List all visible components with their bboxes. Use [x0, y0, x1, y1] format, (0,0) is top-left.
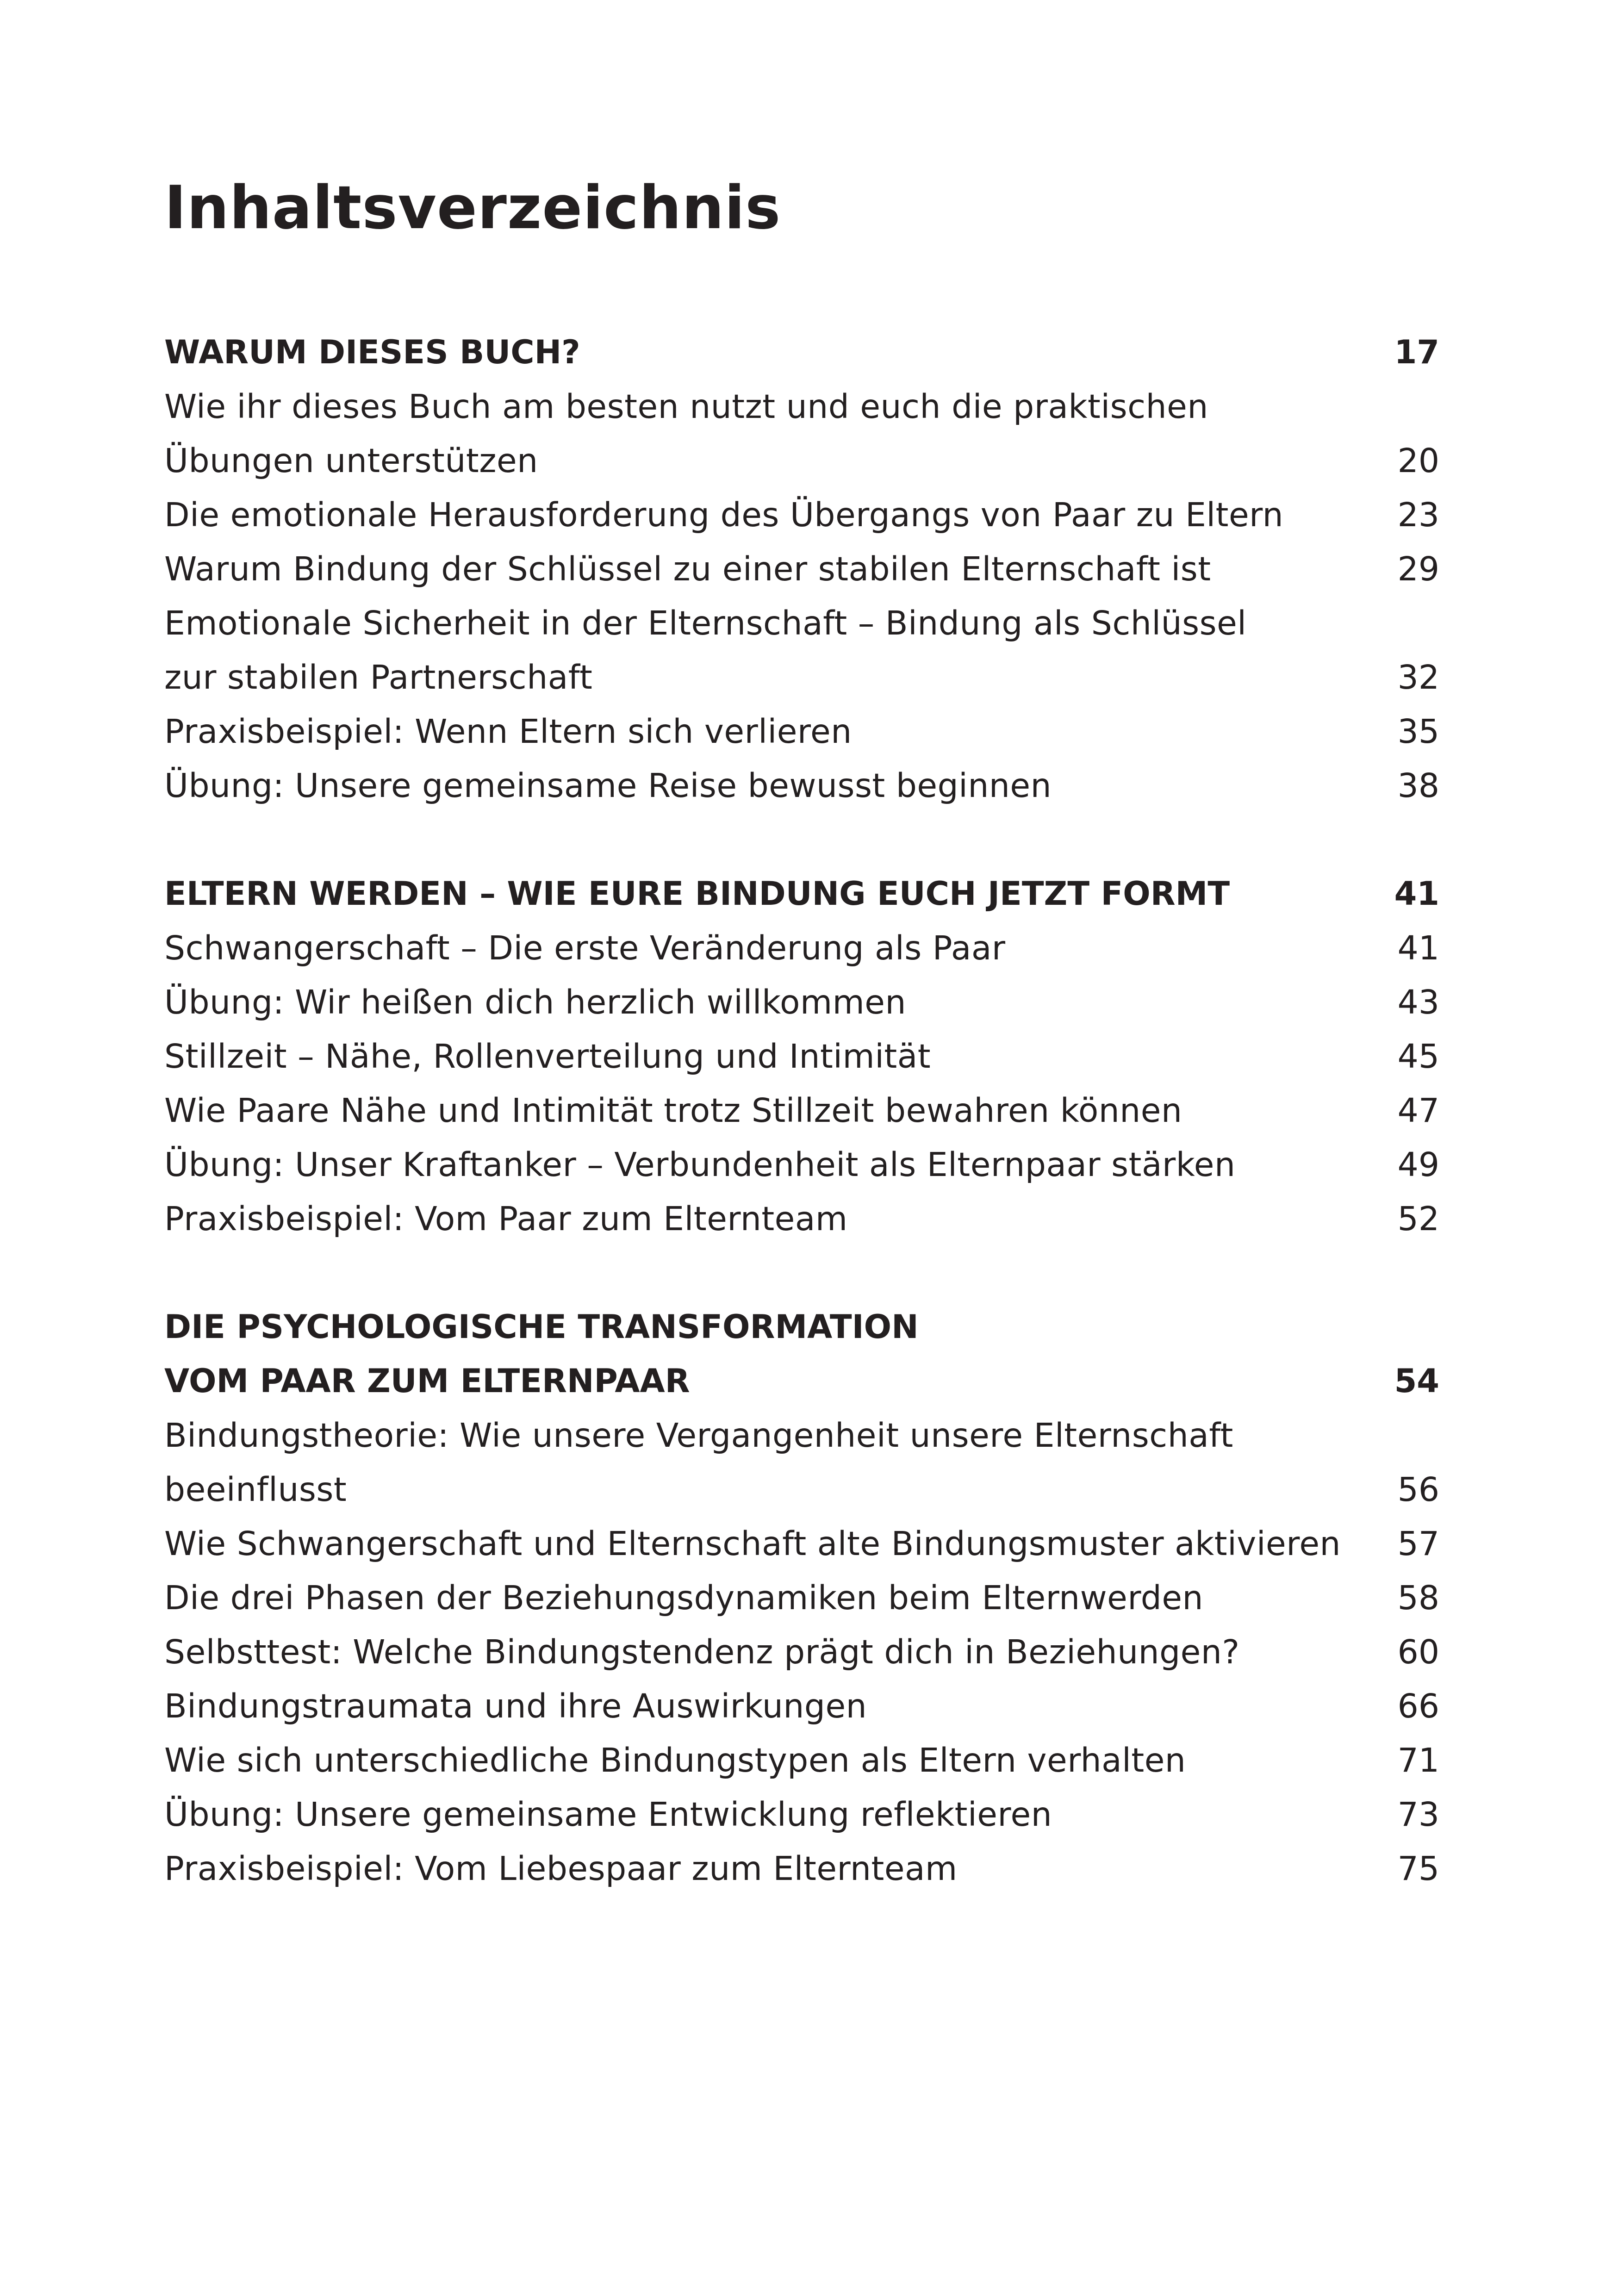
toc-entry	[164, 1625, 1439, 1679]
toc-entry	[164, 1408, 1439, 1462]
entry-title: Übung: Wir heißen dich herzlich willkommen	[164, 983, 906, 1021]
toc-entry	[164, 380, 1439, 434]
entry-page-number: 58	[1397, 1579, 1439, 1617]
section-heading-text: DIE PSYCHOLOGISCHE TRANSFORMATION	[164, 1308, 919, 1346]
entry-page-number: 47	[1397, 1091, 1439, 1130]
entry-title: Übung: Unsere gemeinsame Reise bewusst beginnen	[164, 766, 1052, 805]
entry-page-number: 45	[1397, 1037, 1439, 1076]
entry-page-number: 66	[1397, 1687, 1439, 1725]
section-page-number: 17	[1394, 333, 1439, 371]
toc-entry	[164, 921, 1439, 975]
entry-title: Wie sich unterschiedliche Bindungstypen als Eltern verhalten	[164, 1741, 1186, 1780]
section-heading-text: ELTERN WERDEN – WIE EURE BINDUNG EUCH JETZT FORMT	[164, 875, 1230, 913]
entry-title: Wie ihr dieses Buch am besten nutzt und euch die praktischen	[164, 387, 1208, 426]
entry-page-number: 35	[1397, 712, 1439, 751]
toc-entry	[164, 1787, 1439, 1842]
entry-page-number: 32	[1397, 658, 1439, 697]
toc-entry	[164, 488, 1439, 542]
entry-title: Die drei Phasen der Beziehungsdynamiken beim Elternwerden	[164, 1579, 1204, 1617]
entry-title: zur stabilen Partnerschaft	[164, 658, 593, 697]
section-heading-text: VOM PAAR ZUM ELTERNPAAR	[164, 1362, 690, 1400]
page-title: Inhaltsverzeichnis	[164, 174, 781, 243]
section-heading	[164, 867, 1439, 921]
entry-title: Bindungstraumata und ihre Auswirkungen	[164, 1687, 867, 1725]
section-page-number: 41	[1394, 875, 1439, 913]
entry-title: Praxisbeispiel: Wenn Eltern sich verlieren	[164, 712, 852, 751]
toc-entry	[164, 434, 1439, 488]
entry-title: Wie Schwangerschaft und Elternschaft alte Bindungsmuster aktivieren	[164, 1524, 1341, 1563]
section-page-number: 54	[1394, 1362, 1439, 1400]
entry-page-number: 56	[1397, 1470, 1439, 1509]
entry-page-number: 52	[1397, 1200, 1439, 1238]
toc-entry	[164, 1733, 1439, 1787]
entry-page-number: 57	[1397, 1524, 1439, 1563]
toc-entry	[164, 1029, 1439, 1083]
entry-title: Praxisbeispiel: Vom Paar zum Elternteam	[164, 1200, 848, 1238]
section-heading	[164, 1300, 1439, 1354]
entry-page-number: 60	[1397, 1633, 1439, 1671]
section-heading	[164, 1354, 1439, 1408]
toc-entry	[164, 1842, 1439, 1896]
entry-title: Stillzeit – Nähe, Rollenverteilung und Intimität	[164, 1037, 931, 1076]
entry-title: Schwangerschaft – Die erste Veränderung als Paar	[164, 929, 1006, 967]
entry-page-number: 29	[1397, 550, 1439, 588]
entry-title: Warum Bindung der Schlüssel zu einer stabilen Elternschaft ist	[164, 550, 1211, 588]
entry-title: Praxisbeispiel: Vom Liebespaar zum Elternteam	[164, 1849, 958, 1888]
entry-title: Bindungstheorie: Wie unsere Vergangenheit unsere Elternschaft	[164, 1416, 1233, 1455]
toc-entry	[164, 542, 1439, 596]
entry-page-number: 43	[1397, 983, 1439, 1021]
toc-entry	[164, 1571, 1439, 1625]
entry-page-number: 38	[1397, 766, 1439, 805]
toc-entry	[164, 1138, 1439, 1192]
toc-entry	[164, 759, 1439, 813]
section-heading-text: WARUM DIESES BUCH?	[164, 333, 580, 371]
entry-page-number: 41	[1397, 929, 1439, 967]
toc-entry	[164, 650, 1439, 704]
entry-page-number: 49	[1397, 1145, 1439, 1184]
toc-entry	[164, 1679, 1439, 1733]
entry-page-number: 71	[1397, 1741, 1439, 1780]
toc-entry	[164, 975, 1439, 1029]
section-heading	[164, 325, 1439, 380]
toc-entry	[164, 1517, 1439, 1571]
entry-page-number: 20	[1397, 442, 1439, 480]
entry-title: Die emotionale Herausforderung des Übergangs von Paar zu Eltern	[164, 496, 1284, 534]
entry-page-number: 75	[1397, 1849, 1439, 1888]
entry-page-number: 23	[1397, 496, 1439, 534]
entry-page-number: 73	[1397, 1795, 1439, 1834]
toc-entry	[164, 1083, 1439, 1138]
entry-title: beeinflusst	[164, 1470, 347, 1509]
entry-title: Selbsttest: Welche Bindungstendenz prägt dich in Beziehungen?	[164, 1633, 1240, 1671]
entry-title: Übung: Unser Kraftanker – Verbundenheit als Elternpaar stärken	[164, 1145, 1236, 1184]
toc-entry	[164, 704, 1439, 759]
toc-entry	[164, 1192, 1439, 1246]
toc-entry	[164, 596, 1439, 650]
entry-title: Übungen unterstützen	[164, 442, 538, 480]
entry-title: Übung: Unsere gemeinsame Entwicklung reflektieren	[164, 1795, 1052, 1834]
entry-title: Emotionale Sicherheit in der Elternschaft – Bindung als Schlüssel	[164, 604, 1247, 642]
entry-title: Wie Paare Nähe und Intimität trotz Stillzeit bewahren können	[164, 1091, 1182, 1130]
toc-entry	[164, 1462, 1439, 1517]
